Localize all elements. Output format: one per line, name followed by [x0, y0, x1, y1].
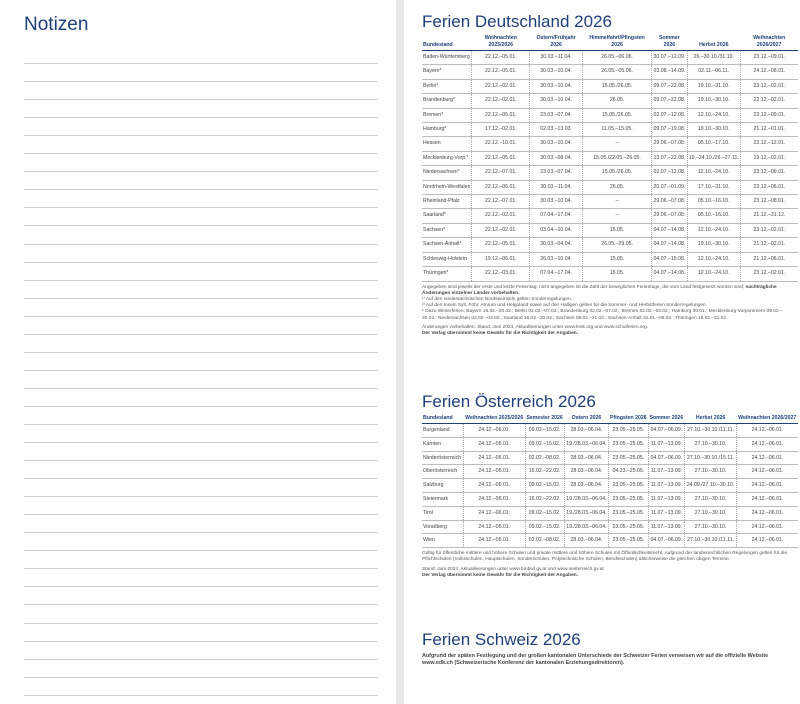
column-header: Sommer 2026	[648, 414, 685, 424]
holiday-dates: 11.07.–13.09.	[648, 479, 685, 493]
holiday-dates: 30.03.–10.04.	[530, 195, 583, 209]
holiday-dates: 16.02.–22.02.	[525, 465, 564, 479]
holiday-dates: 26.05.–05.06.	[583, 65, 652, 79]
germany-note-4: Änderungen vorbehalten. Stand: Juni 2024. Aktualisierungen unter www.kmk.org und www.schulferien.org.	[422, 324, 649, 330]
germany-note-3: * Dazu Winterferien: Bayern 16.02.–20.02.; Berlin 02.02.–07.02.; Brandenburg 02.02.–07.02.; Bremen 02.02.–03.02.; Hamburg 30.01.; Mecklenburg-Vorpommern 09.02.–20.02.; Niedersachsen 02.02.–03.02.; Saarland 16.02.–20.02.; Sachsen 09.02.–21.02.; Sachsen-Anhalt 31.01.–06.02.; Thüringen 16.02.–21.02.	[422, 309, 783, 321]
note-line[interactable]	[24, 569, 378, 587]
holiday-dates: 23.12.–02.01.	[740, 79, 798, 93]
state-name: Niederösterreich	[422, 451, 463, 465]
holiday-dates: 09.07.–19.08.	[652, 123, 688, 137]
holiday-dates: 30.03.–11.04.	[530, 180, 583, 194]
column-header: Semester 2026	[525, 414, 564, 424]
holiday-dates: 22.12.–07.01.	[472, 195, 530, 209]
holiday-dates: 26.05.–29.05.	[583, 238, 652, 252]
holiday-dates: 02.02.–08.02.	[525, 534, 564, 548]
holiday-dates: 21.12.–31.12.	[740, 209, 798, 223]
holiday-dates: 15.05./26.05.	[583, 108, 652, 122]
holiday-dates: 02.02.–08.02.	[525, 451, 564, 465]
holiday-dates: 24.12.–06.01.	[463, 492, 525, 506]
holiday-dates: 05.10.–16.10.	[687, 209, 740, 223]
table-row	[422, 195, 798, 209]
holiday-dates: 03.08.–14.09.	[652, 65, 688, 79]
holiday-dates: 24.12.–06.01.	[736, 465, 798, 479]
holiday-dates: 24.12.–06.01.	[463, 424, 525, 438]
holiday-dates: 30.03.–10.04.	[530, 79, 583, 93]
holiday-dates: 28.03.–06.04.	[564, 465, 608, 479]
note-line[interactable]	[24, 317, 378, 335]
column-header: Herbst 2026	[685, 414, 737, 424]
holiday-dates: 30.03.–11.04.	[530, 51, 583, 65]
germany-note-5: Der Verlag übernimmt keine Gewähr für die Richtigkeit der Angaben.	[422, 330, 579, 336]
table-row	[422, 520, 798, 534]
holiday-dates: 12.10.–24.10.	[687, 166, 740, 180]
note-line[interactable]	[24, 497, 378, 515]
note-line[interactable]	[24, 533, 378, 551]
holiday-dates: 17.12.–02.01.	[472, 123, 530, 137]
holiday-dates: 11.07.–13.09.	[648, 506, 685, 520]
table-row	[422, 506, 798, 520]
germany-note-intro: Angegeben sind jeweils der erste und letzte Ferientag; nicht angegeben ist die Zahl der beweglichen Ferientage, die vom Land festgesetzt worden sind;	[422, 284, 745, 290]
holiday-dates: 24.12.–06.01.	[736, 451, 798, 465]
note-line[interactable]	[24, 299, 378, 317]
holiday-dates: 24.09./27.10.–30.10.	[685, 479, 737, 493]
table-row	[422, 51, 798, 65]
holiday-dates: 17.10.–31.10.	[687, 180, 740, 194]
holiday-dates: 04.07.–15.08.	[652, 252, 688, 266]
switzerland-section	[422, 630, 794, 667]
holiday-dates: 24.12.–06.01.	[736, 520, 798, 534]
holiday-dates: 27.10.–30.10.	[685, 465, 737, 479]
table-row	[422, 137, 798, 151]
column-header: Pfingsten 2026	[609, 414, 649, 424]
note-line[interactable]	[24, 551, 378, 569]
state-name: Salzburg	[422, 479, 463, 493]
holiday-dates: 22.12.–05.01.	[472, 51, 530, 65]
note-line[interactable]	[24, 587, 378, 605]
holiday-dates: 20.07.–01.09.	[652, 180, 688, 194]
note-line[interactable]	[24, 353, 378, 371]
holiday-dates: 19./28.03.–06.04.	[564, 437, 608, 451]
holiday-dates: 30.07.–12.09.	[652, 51, 688, 65]
note-line[interactable]	[24, 425, 378, 443]
state-name: Vorarlberg	[422, 520, 463, 534]
holiday-dates: –	[583, 137, 652, 151]
holiday-dates: 26.05.–06.06.	[583, 51, 652, 65]
note-line[interactable]	[24, 678, 378, 696]
holiday-dates: 23.12.–09.01.	[740, 51, 798, 65]
holiday-dates: 15.05./22.05.–26.05.	[583, 151, 652, 165]
table-row	[422, 151, 798, 165]
state-name: Bayern*	[422, 65, 472, 79]
holiday-dates: 22.12.–05.01.	[472, 238, 530, 252]
table-row	[422, 424, 798, 438]
state-name: Burgenland	[422, 424, 463, 438]
germany-notes	[422, 285, 794, 338]
holiday-dates: 22.12.–05.01.	[472, 65, 530, 79]
column-header: Weihnachten 2025/2026	[472, 34, 530, 51]
table-row	[422, 479, 798, 493]
notes-page	[0, 0, 396, 704]
column-header: Sommer 2026	[652, 34, 688, 51]
holiday-dates: 22.12.–02.01.	[472, 79, 530, 93]
holiday-dates: 05.10.–17.10.	[687, 137, 740, 151]
austria-note-1: Gültig für öffentliche mittlere und höhere Schulen und private mittlere und höhere Schulen mit Öffentlichkeitsrecht. Aufgrund der landesrechtlichen Regelungen gelten für die Pflichtschulen (Volksschulen, Hauptschulen, Sonderschulen, Polytechnische Schulen, Berufsschulen) üblicherweise die gleichen obigen Termine.	[422, 551, 788, 563]
germany-section	[422, 12, 794, 337]
holiday-dates: 03.04.–10.04.	[530, 223, 583, 237]
austria-title: Ferien Österreich 2026	[422, 392, 596, 411]
note-line[interactable]	[24, 624, 378, 642]
holiday-dates: 27.10.–30.10.	[685, 506, 737, 520]
table-row	[422, 223, 798, 237]
holiday-dates: 24.12.–06.01.	[736, 506, 798, 520]
holiday-dates: 22.12.–07.01.	[472, 166, 530, 180]
table-row	[422, 451, 798, 465]
holiday-dates: 26.–30.10./31.10.	[687, 51, 740, 65]
germany-note-1: ¹⁾ Auf den niedersächsischen Nordseeinseln gelten Sonderregelungen.	[422, 296, 572, 302]
state-name: Tirol	[422, 506, 463, 520]
table-row	[422, 94, 798, 108]
holiday-dates: 23.05.–25.05.	[609, 479, 649, 493]
holiday-dates: 09.07.–22.08.	[652, 79, 688, 93]
holiday-dates: 22.12.–02.01.	[472, 209, 530, 223]
note-line[interactable]	[24, 64, 378, 82]
holiday-dates: 11.07.–13.09.	[648, 465, 685, 479]
holiday-dates: 12.10.–24.10.	[687, 252, 740, 266]
holiday-dates: 21.12.–01.01.	[740, 123, 798, 137]
holiday-dates: 27.10.–30.10./11.11.	[685, 534, 737, 548]
note-line[interactable]	[24, 660, 378, 678]
holiday-dates: 04.23.–25.05.	[609, 465, 649, 479]
column-header: Weihnachten 2025/2026	[463, 414, 525, 424]
state-name: Nordrhein-Westfalen	[422, 180, 472, 194]
holiday-dates: 04.07.–06.09.	[648, 424, 685, 438]
holiday-dates: 24.12.–08.01.	[740, 65, 798, 79]
holiday-dates: 24.12.–06.01.	[736, 424, 798, 438]
holiday-dates: 09.02.–15.02.	[525, 520, 564, 534]
holiday-dates: 11.07.–13.09.	[648, 492, 685, 506]
column-header: Bundesland	[422, 414, 463, 424]
table-row	[422, 166, 798, 180]
holiday-dates: 19.12.–06.01.	[472, 252, 530, 266]
state-name: Schleswig-Holstein	[422, 252, 472, 266]
holiday-dates: 24.12.–06.01.	[463, 506, 525, 520]
holiday-dates: 16.02.–22.02.	[525, 492, 564, 506]
holiday-dates: 19.10.–30.10.	[687, 123, 740, 137]
state-name: Sachsen*	[422, 223, 472, 237]
holiday-dates: 24.12.–06.01.	[736, 492, 798, 506]
state-name: Hessen	[422, 137, 472, 151]
note-line[interactable]	[24, 407, 378, 425]
state-name: Mecklenburg-Vorp.*	[422, 151, 472, 165]
state-name: Niedersachsen*	[422, 166, 472, 180]
holiday-dates: 28.03.–06.04.	[564, 479, 608, 493]
holiday-dates: 23.12.–02.01.	[740, 267, 798, 281]
note-line[interactable]	[24, 479, 378, 497]
table-row	[422, 108, 798, 122]
austria-note-3: Der Verlag übernimmt keine Gewähr für die Richtigkeit der Angaben.	[422, 572, 579, 578]
holiday-dates: 30.03.–04.04.	[530, 238, 583, 252]
table-row	[422, 123, 798, 137]
switzerland-note: Aufgrund der späten Festlegung und der großen kantonalen Unterschiede der Schweizer Ferien verweisen wir auf die offizielle Website www.edk.ch (Schweizerische Konferenz der kantonalen Erziehungsdirektoren).	[422, 653, 769, 666]
holiday-dates: 29.06.–07.08.	[652, 195, 688, 209]
holiday-dates: 22.12.–05.01.	[472, 151, 530, 165]
austria-notes	[422, 551, 794, 579]
holiday-dates: 09.07.–22.08.	[652, 94, 688, 108]
holiday-dates: 05.10.–16.10.	[687, 195, 740, 209]
germany-title: Ferien Deutschland 2026	[422, 12, 612, 31]
switzerland-title: Ferien Schweiz 2026	[422, 630, 581, 649]
holiday-dates: 11.07.–13.09.	[648, 520, 685, 534]
holiday-dates: 07.04.–17.04.	[530, 209, 583, 223]
column-header: Bundesland	[422, 34, 472, 51]
holiday-dates: 27.10.–30.10.	[685, 492, 737, 506]
holiday-dates: 04.07.–06.09.	[648, 534, 685, 548]
state-name: Kärnten	[422, 437, 463, 451]
holiday-dates: 26.05.	[583, 180, 652, 194]
table-row	[422, 492, 798, 506]
holiday-dates: 11.05.–15.05.	[583, 123, 652, 137]
notes-lines	[24, 46, 378, 696]
holiday-dates: –	[583, 209, 652, 223]
holiday-dates: 22.12.–02.01.	[740, 94, 798, 108]
holiday-dates: 12.10.–24.10.	[687, 267, 740, 281]
holiday-dates: 23.05.–25.05.	[609, 492, 649, 506]
holiday-dates: 28.03.–06.04.	[564, 424, 608, 438]
holiday-dates: 15.05.	[583, 252, 652, 266]
holiday-dates: 23.12.–12.01.	[740, 137, 798, 151]
holiday-dates: 23.12.–08.01.	[740, 195, 798, 209]
holiday-dates: 15.05.	[583, 267, 652, 281]
holiday-dates: 24.12.–06.01.	[736, 534, 798, 548]
holiday-dates: 28.03.–06.04.	[564, 534, 608, 548]
holiday-dates: 23.12.–06.01.	[740, 180, 798, 194]
holiday-dates: 02.07.–12.08.	[652, 108, 688, 122]
note-line[interactable]	[24, 515, 378, 533]
note-line[interactable]	[24, 263, 378, 281]
holiday-dates: 22.12.–06.01.	[472, 180, 530, 194]
note-line[interactable]	[24, 172, 378, 190]
note-line[interactable]	[24, 281, 378, 299]
state-name: Baden-Württemberg	[422, 51, 472, 65]
note-line[interactable]	[24, 443, 378, 461]
holiday-dates: 24.12.–06.01.	[463, 465, 525, 479]
holiday-dates: 22.12.–02.01.	[472, 223, 530, 237]
note-line[interactable]	[24, 100, 378, 118]
holiday-dates: 09.02.–15.02.	[525, 479, 564, 493]
note-line[interactable]	[24, 335, 378, 353]
holiday-dates: 15.05.	[583, 223, 652, 237]
holiday-dates: 19.10.–30.10.	[687, 238, 740, 252]
state-name: Hamburg*	[422, 123, 472, 137]
state-name: Brandenburg*	[422, 94, 472, 108]
note-line[interactable]	[24, 208, 378, 226]
holiday-dates: 22.12.–05.01.	[472, 108, 530, 122]
note-line[interactable]	[24, 118, 378, 136]
note-line[interactable]	[24, 82, 378, 100]
table-row	[422, 180, 798, 194]
holiday-dates: 24.12.–06.01.	[463, 451, 525, 465]
holiday-dates: 23.05.–25.05.	[609, 506, 649, 520]
note-line[interactable]	[24, 642, 378, 660]
holiday-dates: 23.05.–25.05.	[609, 424, 649, 438]
holiday-dates: 23.05.–25.05.	[609, 534, 649, 548]
holiday-dates: 04.07.–14.08.	[652, 267, 688, 281]
holiday-dates: 23.12.–09.01.	[740, 108, 798, 122]
holiday-dates: 19.–24.10./26.–27.11.	[687, 151, 740, 165]
austria-section	[422, 392, 797, 579]
holiday-dates: 23.05.–25.05.	[609, 437, 649, 451]
holiday-dates: 30.03.–10.04.	[530, 65, 583, 79]
column-header: Herbst 2026	[687, 34, 740, 51]
holiday-dates: 26.03.–10.04.	[530, 252, 583, 266]
holiday-dates: 19.10.–30.10.	[687, 94, 740, 108]
state-name: Bremen*	[422, 108, 472, 122]
holiday-dates: 29.06.–07.08.	[652, 137, 688, 151]
holiday-dates: 26.05.	[583, 94, 652, 108]
holiday-dates: 09.02.–15.02.	[525, 506, 564, 520]
holiday-dates: 19.10.–31.10.	[687, 79, 740, 93]
holiday-dates: 28.03.–06.04.	[564, 451, 608, 465]
state-name: Sachsen-Anhalt*	[422, 238, 472, 252]
table-row	[422, 534, 798, 548]
holiday-dates: 23.03.–07.04.	[530, 108, 583, 122]
holiday-dates: 24.12.–06.01.	[463, 479, 525, 493]
notes-title: Notizen	[24, 14, 89, 35]
column-header: Ostern/Frühjahr 2026	[530, 34, 583, 51]
table-row	[422, 267, 798, 281]
holiday-dates: 15.05./26.05.	[583, 79, 652, 93]
austria-note-2: Stand: Juni 2024. Aktualisierungen unter www.bmbwf.gv.at und www.oesterreich.gv.at.	[422, 566, 606, 572]
holiday-dates: 23.05.–25.05.	[609, 451, 649, 465]
column-header: Ostern 2026	[564, 414, 608, 424]
holiday-dates: 11.07.–13.09.	[648, 437, 685, 451]
note-line[interactable]	[24, 389, 378, 407]
holiday-dates: 24.12.–06.01.	[463, 437, 525, 451]
holiday-dates: 19./28.03.–06.04.	[564, 506, 608, 520]
holiday-dates: 23.12.–09.01.	[740, 166, 798, 180]
note-line[interactable]	[24, 226, 378, 244]
holiday-dates: 23.05.–25.05.	[609, 520, 649, 534]
holiday-dates: 22.12.–03.01.	[472, 267, 530, 281]
holiday-dates: 30.03.–10.04.	[530, 94, 583, 108]
note-line[interactable]	[24, 245, 378, 263]
holiday-dates: 24.12.–06.01.	[736, 479, 798, 493]
germany-note-2: ²⁾ Auf den Inseln Sylt, Föhr, Amrum und Helgoland sowie auf den Halligen gelten für die Sommer- und Herbstferien Sonderregelungen.	[422, 303, 707, 309]
holiday-dates: 27.10.–30.10./11.11.	[685, 424, 737, 438]
holiday-dates: 30.03.–10.04.	[530, 137, 583, 151]
holiday-dates: 02.07.–12.08.	[652, 166, 688, 180]
state-name: Steiermark	[422, 492, 463, 506]
note-line[interactable]	[24, 46, 378, 64]
holiday-dates: 04.07.–06.09.	[648, 451, 685, 465]
table-row	[422, 209, 798, 223]
holiday-dates: 22.12.–02.01.	[472, 94, 530, 108]
holiday-dates: 12.10.–24.10.	[687, 108, 740, 122]
state-name: Wien	[422, 534, 463, 548]
holiday-dates: 12.10.–24.10.	[687, 223, 740, 237]
holiday-dates: 27.10.–30.10.	[685, 437, 737, 451]
austria-table	[422, 414, 798, 548]
state-name: Berlin*	[422, 79, 472, 93]
table-row	[422, 252, 798, 266]
note-line[interactable]	[24, 605, 378, 623]
holiday-dates: 22.12.–10.01.	[472, 137, 530, 151]
table-row	[422, 65, 798, 79]
holiday-dates: 13.07.–22.08.	[652, 151, 688, 165]
holiday-dates: 24.12.–06.01.	[736, 437, 798, 451]
holiday-dates: 19.12.–02.01.	[740, 151, 798, 165]
table-row	[422, 238, 798, 252]
holiday-dates: 21.12.–06.01.	[740, 252, 798, 266]
holiday-dates: 07.04.–17.04.	[530, 267, 583, 281]
holiday-dates: 09.02.–15.02.	[525, 437, 564, 451]
holiday-dates: 04.07.–14.08.	[652, 223, 688, 237]
column-header: Weihnachten 2026/2027	[740, 34, 798, 51]
note-line[interactable]	[24, 461, 378, 479]
holiday-dates: 02.03.–13.03.	[530, 123, 583, 137]
column-header: Weihnachten 2026/2027	[736, 414, 798, 424]
holiday-dates: 23.03.–07.04.	[530, 166, 583, 180]
state-name: Rheinland-Pfalz	[422, 195, 472, 209]
holiday-dates: 27.10.–30.10./15.11.	[685, 451, 737, 465]
holiday-dates: 15.05./26.05.	[583, 166, 652, 180]
note-line[interactable]	[24, 190, 378, 208]
holiday-dates: 29.06.–07.08.	[652, 209, 688, 223]
holiday-dates: 24.12.–06.01.	[463, 520, 525, 534]
table-row	[422, 79, 798, 93]
germany-table	[422, 34, 798, 282]
table-row	[422, 465, 798, 479]
holidays-page	[404, 0, 800, 704]
holiday-dates: 24.12.–06.01.	[463, 534, 525, 548]
holiday-dates: 19./28.03.–06.04.	[564, 520, 608, 534]
state-name: Oberösterreich	[422, 465, 463, 479]
column-header: Himmelfahrt/Pfingsten 2026	[583, 34, 652, 51]
holiday-dates: 30.03.–08.04.	[530, 151, 583, 165]
table-row	[422, 437, 798, 451]
note-line[interactable]	[24, 136, 378, 154]
holiday-dates: 19./28.03.–06.04.	[564, 492, 608, 506]
state-name: Thüringen*	[422, 267, 472, 281]
holiday-dates: 02.11.–06.11.	[687, 65, 740, 79]
holiday-dates: 04.07.–14.08.	[652, 238, 688, 252]
holiday-dates: 27.10.–30.10.	[685, 520, 737, 534]
note-line[interactable]	[24, 154, 378, 172]
germany-note-intro-bold: nachträgliche Änderungen einzelner Länder vorbehalten.	[422, 284, 777, 296]
note-line[interactable]	[24, 371, 378, 389]
holiday-dates: 21.12.–02.01.	[740, 238, 798, 252]
state-name: Saarland*	[422, 209, 472, 223]
holiday-dates: 23.12.–02.01.	[740, 223, 798, 237]
holiday-dates: –	[583, 195, 652, 209]
holiday-dates: 09.02.–15.02.	[525, 424, 564, 438]
